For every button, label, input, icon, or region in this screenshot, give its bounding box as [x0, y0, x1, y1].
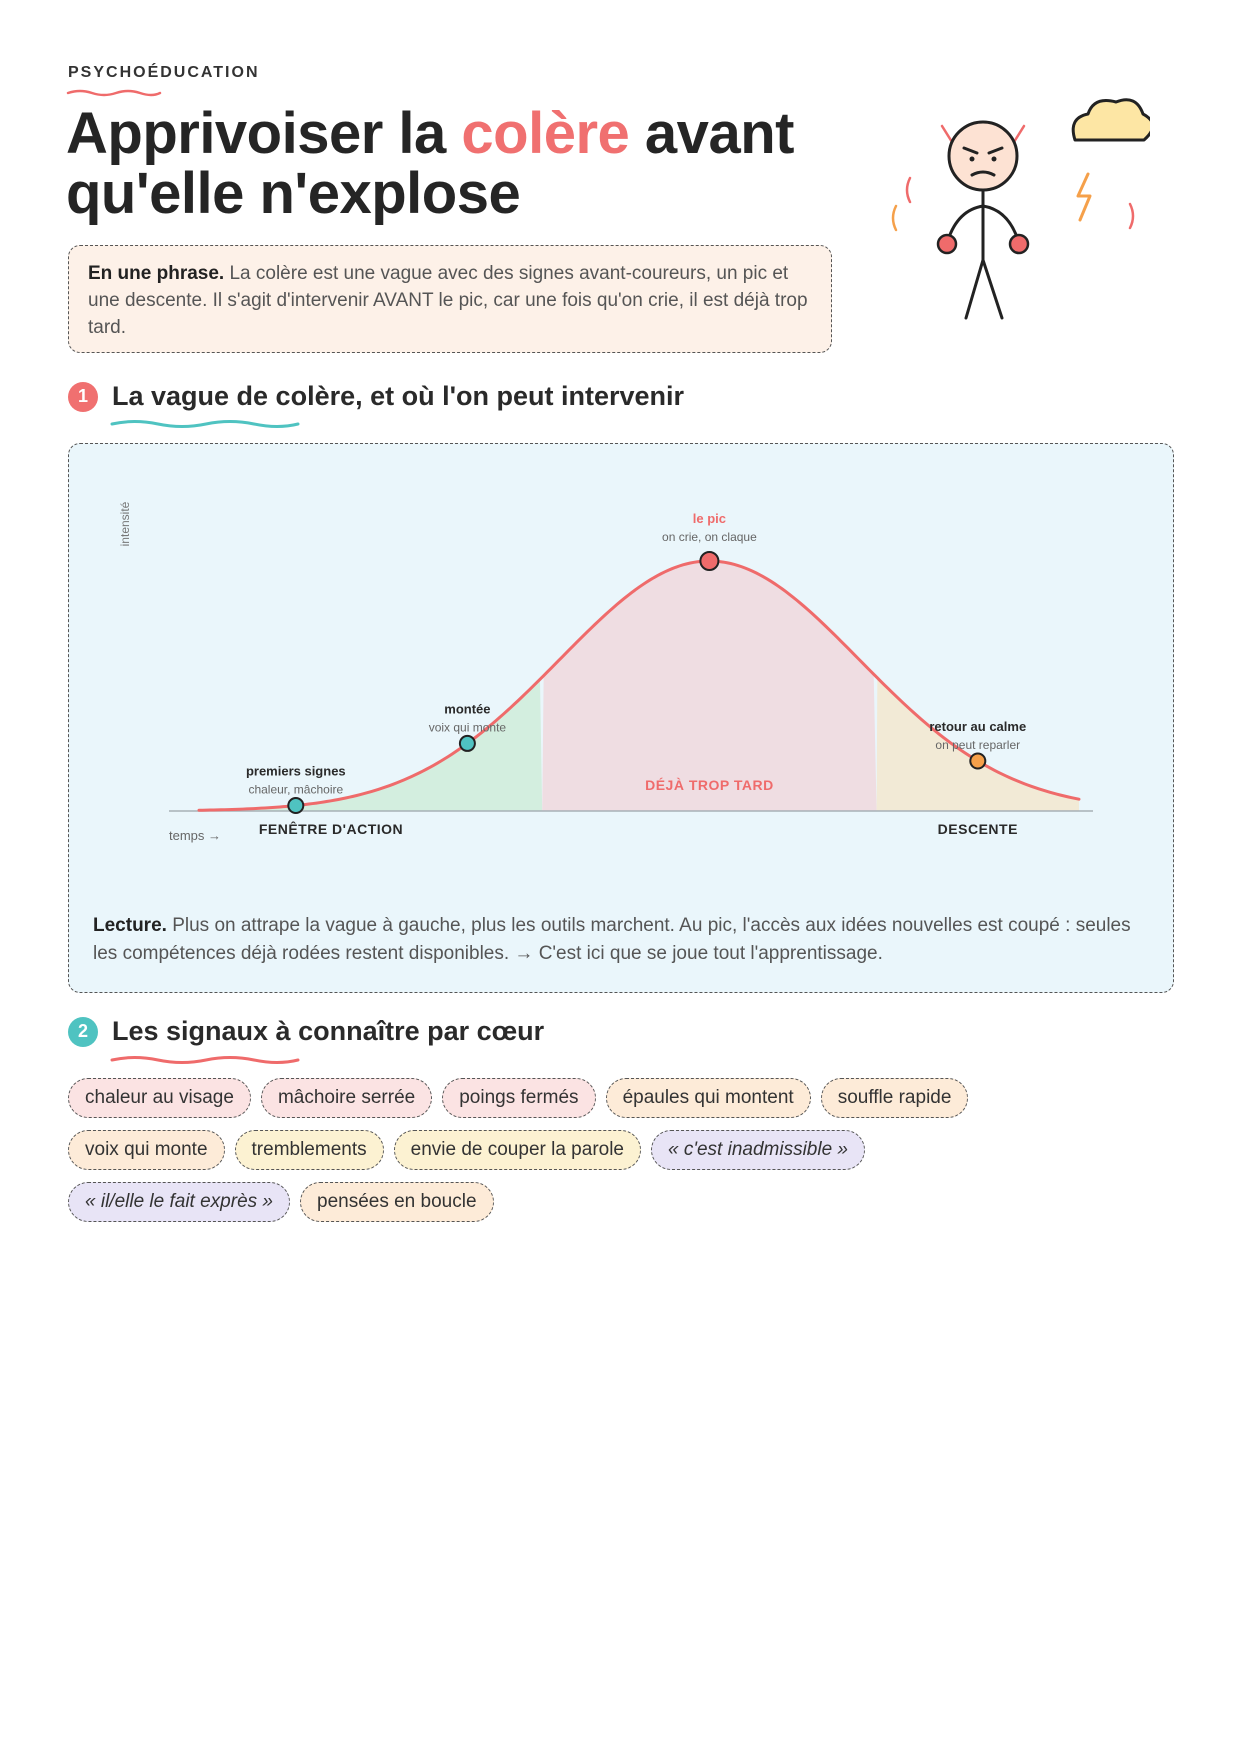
title-part-1: Apprivoiser la — [66, 101, 462, 166]
signal-chip: « c'est inadmissible » — [651, 1130, 865, 1170]
signal-chip: pensées en boucle — [300, 1182, 494, 1222]
zone-area — [542, 561, 876, 811]
point-label: retour au calme — [929, 718, 1027, 734]
signal-chip: « il/elle le fait exprès » — [68, 1182, 290, 1222]
signal-chip-row — [68, 1130, 1168, 1170]
signal-chip-row — [68, 1078, 1168, 1118]
section-number-badge: 1 — [68, 382, 98, 412]
wave-point-marker — [288, 798, 303, 813]
lecture-text: Plus on attrape la vague à gauche, plus les outils marchent. Au pic, l'accès aux idées nouvelles est coupé : seules les compétences déjà rodées restent disponibles. → C'est ici que se joue tout l'apprentissage. — [93, 915, 1131, 964]
tremor-mark-icon — [893, 206, 896, 230]
wave-point-marker — [700, 552, 718, 570]
cloud-icon — [1073, 100, 1150, 140]
zone-label: DÉJÀ TROP TARD — [645, 777, 774, 793]
lecture-lead: Lecture. — [93, 915, 167, 936]
signal-chip: voix qui monte — [68, 1130, 225, 1170]
tremor-mark-icon — [1130, 204, 1133, 228]
angry-face-icon — [949, 122, 1017, 190]
wave-point-marker — [460, 736, 475, 751]
summary-text: La colère est une vague avec des signes avant-coureurs, un pic et une descente. Il s'agit d'intervenir AVANT le pic, car une fois qu'on crie, il est déjà trop tard. — [88, 263, 808, 338]
signal-chip: tremblements — [235, 1130, 384, 1170]
tremor-mark-icon — [907, 178, 910, 202]
steam-mark-icon — [1014, 126, 1024, 142]
steam-mark-icon — [942, 126, 952, 142]
signal-chip: chaleur au visage — [68, 1078, 251, 1118]
fist-icon — [938, 235, 956, 253]
lecture-note — [93, 912, 1153, 968]
point-sublabel: chaleur, mâchoire — [248, 782, 344, 797]
signal-chip-list — [68, 1078, 1168, 1234]
page-title — [66, 101, 866, 226]
signal-chip: épaules qui montent — [606, 1078, 811, 1118]
zone-label: FENÊTRE D'ACTION — [258, 821, 404, 837]
anger-wave-chart-card — [68, 443, 1174, 993]
section-title: Les signaux à connaître par cœur — [112, 1016, 545, 1046]
point-label: le pic — [692, 511, 727, 526]
section-number-badge: 2 — [68, 1017, 98, 1047]
section-2-heading — [68, 1016, 544, 1047]
section-title: La vague de colère, et où l'on peut intervenir — [112, 381, 685, 411]
lightning-icon — [1078, 174, 1090, 220]
signal-chip: poings fermés — [442, 1078, 595, 1118]
x-axis-label: temps → — [169, 828, 222, 843]
kicker: PSYCHOÉDUCATION — [68, 64, 260, 81]
title-accent: colère — [461, 101, 630, 166]
kicker-underline — [66, 88, 162, 98]
section-2-underline — [110, 1054, 300, 1066]
wave-point-marker — [970, 753, 985, 768]
point-label: premiers signes — [245, 763, 346, 779]
anger-wave-chart — [69, 444, 1175, 904]
point-sublabel: on crie, on claque — [662, 530, 757, 544]
section-1-heading — [68, 381, 684, 412]
fist-icon — [1010, 235, 1028, 253]
signal-chip-row — [68, 1182, 1168, 1222]
zone-label: DESCENTE — [937, 821, 1018, 837]
point-label: montée — [444, 701, 491, 717]
summary-lead: En une phrase. — [88, 263, 225, 284]
point-sublabel: voix qui monte — [428, 720, 507, 735]
title-line-2: qu'elle n'explose — [66, 161, 521, 226]
signal-chip: envie de couper la parole — [394, 1130, 641, 1170]
summary-box — [68, 245, 832, 353]
section-1-underline — [110, 418, 300, 430]
signal-chip: mâchoire serrée — [261, 1078, 432, 1118]
angry-figure-illustration — [880, 78, 1150, 338]
y-axis-label: intensité — [118, 501, 132, 547]
title-part-2: avant — [629, 101, 794, 166]
signal-chip: souffle rapide — [821, 1078, 969, 1118]
point-sublabel: on peut reparler — [935, 737, 1021, 752]
